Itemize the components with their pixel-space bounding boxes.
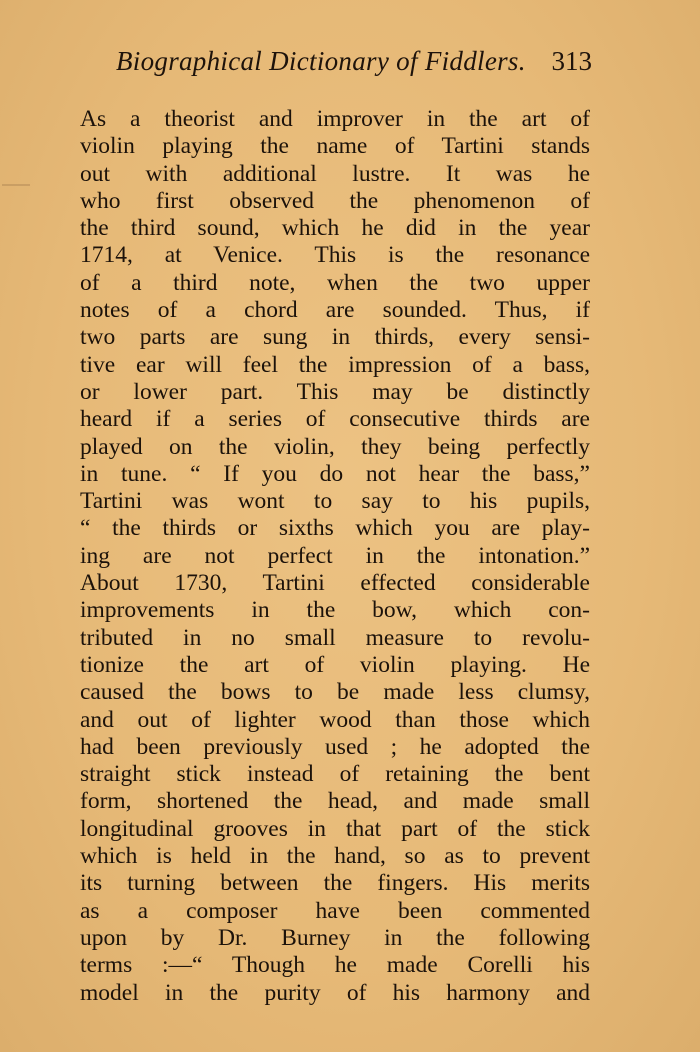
text-line: the third sound, which he did in the year <box>80 215 590 242</box>
text-line: violin playing the name of Tartini stands <box>80 133 590 160</box>
body-text <box>80 106 590 1007</box>
text-line: form, shortened the head, and made small <box>80 788 590 815</box>
running-title: Biographical Dictionary of Fiddlers. <box>116 46 526 76</box>
text-line: its turning between the fingers. His merits <box>80 870 590 897</box>
text-line: tributed in no small measure to revolu- <box>80 624 590 651</box>
text-line: and out of lighter wood than those which <box>80 706 590 733</box>
text-line: caused the bows to be made less clumsy, <box>80 679 590 706</box>
text-line: About 1730, Tartini effected considerable <box>80 570 590 597</box>
margin-mark <box>2 184 30 186</box>
text-line: notes of a chord are sounded. Thus, if <box>80 297 590 324</box>
text-line: which is held in the hand, so as to prevent <box>80 843 590 870</box>
text-line: 1714, at Venice. This is the resonance <box>80 242 590 269</box>
text-line: straight stick instead of retaining the bent <box>80 761 590 788</box>
text-line: upon by Dr. Burney in the following <box>80 924 590 951</box>
text-line: or lower part. This may be distinctly <box>80 378 590 405</box>
text-line: longitudinal grooves in that part of the stick <box>80 815 590 842</box>
text-line: as a composer have been commented <box>80 897 590 924</box>
text-line: Tartini was wont to say to his pupils, <box>80 488 590 515</box>
text-line: improvements in the bow, which con- <box>80 597 590 624</box>
text-line: two parts are sung in thirds, every sensi- <box>80 324 590 351</box>
text-line: who first observed the phenomenon of <box>80 187 590 214</box>
text-line: out with additional lustre. It was he <box>80 160 590 187</box>
text-line: As a theorist and improver in the art of <box>80 106 590 132</box>
page-header <box>80 46 592 86</box>
page-number: 313 <box>551 46 592 76</box>
text-line: tionize the art of violin playing. He <box>80 651 590 678</box>
text-line: model in the purity of his harmony and <box>80 979 590 1006</box>
text-line: “ the thirds or sixths which you are play- <box>80 515 590 542</box>
text-line: had been previously used ; he adopted the <box>80 733 590 760</box>
text-line: in tune. “ If you do not hear the bass,” <box>80 460 590 487</box>
text-line: played on the violin, they being perfectly <box>80 433 590 460</box>
text-line: terms :—“ Though he made Corelli his <box>80 952 590 979</box>
text-line: of a third note, when the two upper <box>80 269 590 296</box>
text-line: ing are not perfect in the intonation.” <box>80 542 590 569</box>
text-line: heard if a series of consecutive thirds are <box>80 406 590 433</box>
text-line: tive ear will feel the impression of a bass, <box>80 351 590 378</box>
